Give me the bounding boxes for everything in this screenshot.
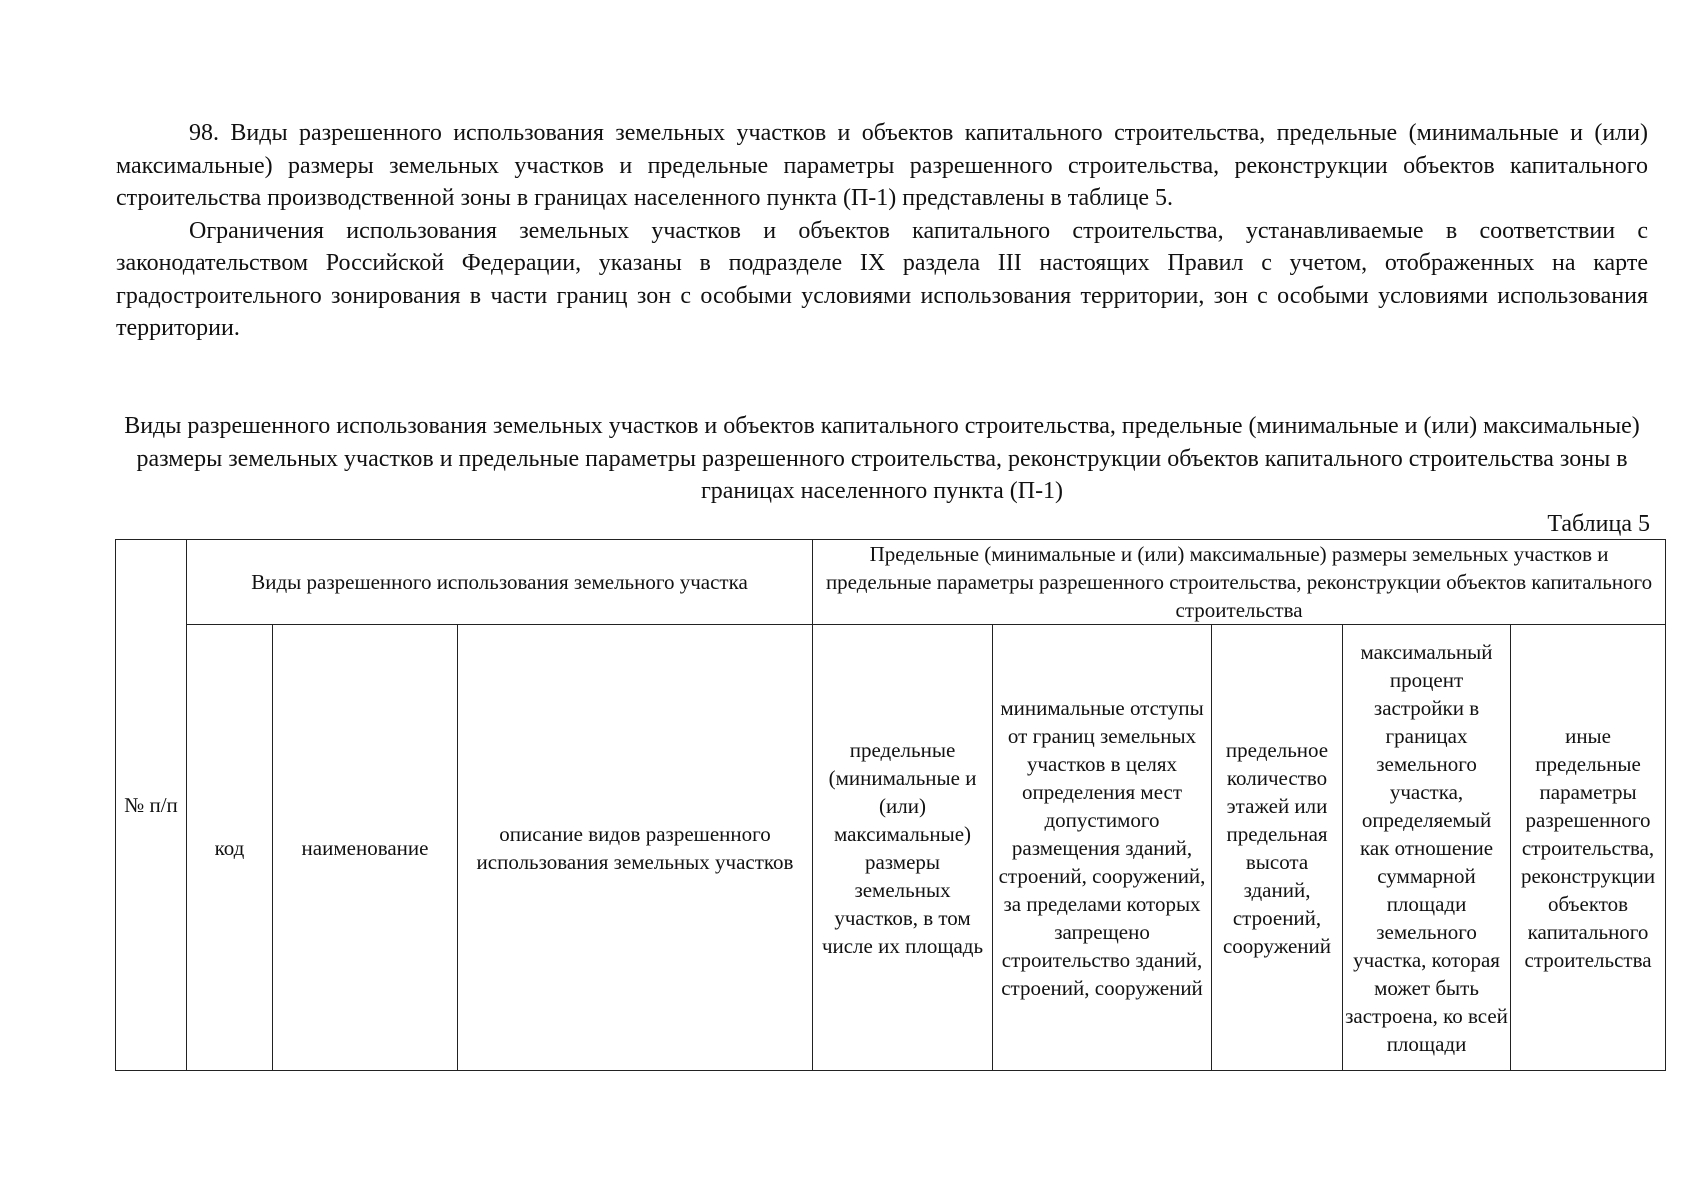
header-plot-size: предельные (минимальные и (или) максимальные) размеры земельных участков, в том числе их площадь <box>813 625 993 1071</box>
header-other-params: иные предельные параметры разрешенного строительства, реконструкции объектов капитального строительства <box>1511 625 1666 1071</box>
header-name: наименование <box>273 625 458 1071</box>
intro-text <box>116 117 1648 345</box>
table-title: Виды разрешенного использования земельных участков и объектов капитального строительства, предельные (минимальные и (или) максимальные) размеры земельных участков и предельные параметры разрешенного строительства, реконструкции объектов капитального строительства зоны в границах населенного пункта (П-1) <box>124 413 1640 504</box>
header-description: описание видов разрешенного использования земельных участков <box>458 625 813 1071</box>
usage-table <box>115 539 1666 1071</box>
table-header-row-1 <box>116 540 1666 625</box>
table-header-row-2 <box>116 625 1666 1071</box>
header-coverage: максимальный процент застройки в границах земельного участка, определяемый как отношение суммарной площади земельного участка, которая может быть застроена, ко всей площади <box>1343 625 1511 1071</box>
header-setbacks: минимальные отступы от границ земельных участков в целях определения мест допустимого размещения зданий, строений, сооружений, за пределами которых запрещено строительство зданий, строений, сооружений <box>993 625 1212 1071</box>
table-label: Таблица 5 <box>1547 511 1650 537</box>
paragraph-restrictions: Ограничения использования земельных участков и объектов капитального строительства, устанавливаемые в соответствии с законодательством Российской Федерации, указаны в подразделе IX раздела III настоящих Правил с учетом, отображенных на карте градостроительного зонирования в части границ зон с особыми условиями использования территории, зон с особыми условиями использования территории. <box>116 217 1648 341</box>
header-code: код <box>187 625 273 1071</box>
header-number: № п/п <box>116 540 187 1071</box>
header-group-usage: Виды разрешенного использования земельного участка <box>187 540 813 625</box>
paragraph-98: 98. Виды разрешенного использования земельных участков и объектов капитального строительства, предельные (минимальные и (или) максимальные) размеры земельных участков и предельные параметры разрешенного строительства, реконструкции объектов капитального строительства производственной зоны в границах населенного пункта (П-1) представлены в таблице 5. <box>116 120 1648 211</box>
header-floors: предельное количество этажей или предельная высота зданий, строений, сооружений <box>1212 625 1343 1071</box>
header-group-limits: Предельные (минимальные и (или) максимальные) размеры земельных участков и предельные параметры разрешенного строительства, реконструкции объектов капитального строительства <box>813 540 1666 625</box>
